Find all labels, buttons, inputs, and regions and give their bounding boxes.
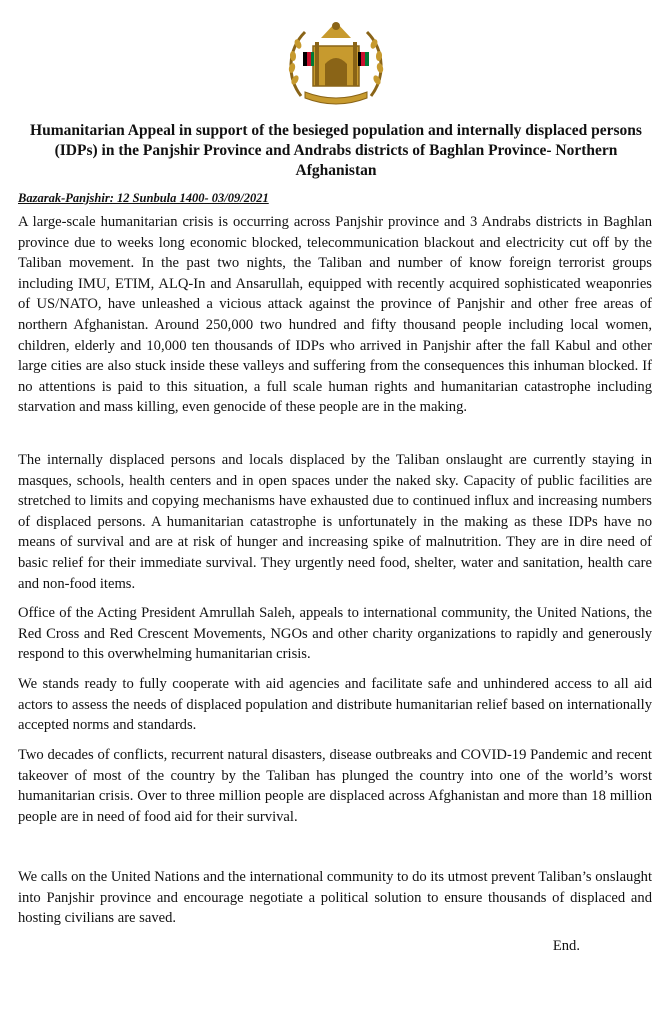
page-title: Humanitarian Appeal in support of the besieged population and internally displaced persons (IDPs) in the Panjshir Province and Andrabs districts of Baghlan Province- Northern Afghanistan [30, 122, 642, 179]
dateline: Bazarak-Panjshir: 12 Sunbula 1400- 03/09/2021 [18, 191, 269, 205]
paragraph-context: Two decades of conflicts, recurrent natural disasters, disease outbreaks and COVID-19 Pandemic and recent takeover of most of the country by the Taliban has plunged the country into one of the world’s worst humanitarian crisis. Over to three million people are displaced across Afghanistan and more than 18 million people are in need of food aid for their survival. [18, 747, 652, 825]
closing-end: End. [552, 938, 580, 954]
paragraph-call-to-action: We calls on the United Nations and the international community to do its utmost prevent Taliban’s onslaught into Panjshir province and encourage negotiate a political solution to ensure thousands of displaced and hosting civilians are saved. [18, 869, 652, 927]
paragraph-crisis-overview: A large-scale humanitarian crisis is occurring across Panjshir province and 3 Andrabs districts in Baghlan province due to weeks long economic blocked, telecommunication blackout and electricity cut off by the Taliban movement. In the past two nights, the Taliban and number of know foreign terrorist groups including IMU, ETIM, ALQ-In and Ansarullah, equipped with recently acquired sophisticated weaponries of US/NATO, have unleashed a vicious attack against the province of Panjshir and other free areas of northern Afghanistan. Around 250,000 two hundred and fifty thousand people including local women, children, elderly and 10,000 ten thousands of IDPs who arrived in Panjshir after the fall Kabul and other large cities are also stuck inside these valleys and suffering from the consequences this inhuman blocked. If no attentions is paid to this situation, a full scale human rights and humanitarian catastrophe including starvation and mass killing, even genocide of these people are in the making. [18, 214, 652, 416]
afghanistan-emblem-icon [281, 16, 391, 108]
paragraph-idp-conditions: The internally displaced persons and locals displaced by the Taliban onslaught are currently staying in masques, schools, health centers and in open spaces under the naked sky. Capacity of public facilities are stretched to limits and copying mechanisms have exhausted due to continued influx and increasing numbers of displaced persons. A humanitarian catastrophe is unfortunately in the making as these IDPs have no means of survival and are at risk of hunger and increasing spike of malnutrition. They are in dire need of basic relief for their immediate survival. They urgently need food, shelter, water and sanitation, health care and non-food items. [18, 452, 652, 592]
paragraph-appeal: Office of the Acting President Amrullah Saleh, appeals to international community, the United Nations, the Red Cross and Red Crescent Movements, NGOs and other charity organizations to rapidly and generously respond to this overwhelming humanitarian crisis. [18, 605, 652, 663]
paragraph-cooperation: We stands ready to fully cooperate with aid agencies and facilitate safe and unhindered access to all aid actors to assess the needs of displaced population and distribute humanitarian relief based on internationally accepted norms and standards. [18, 676, 652, 734]
